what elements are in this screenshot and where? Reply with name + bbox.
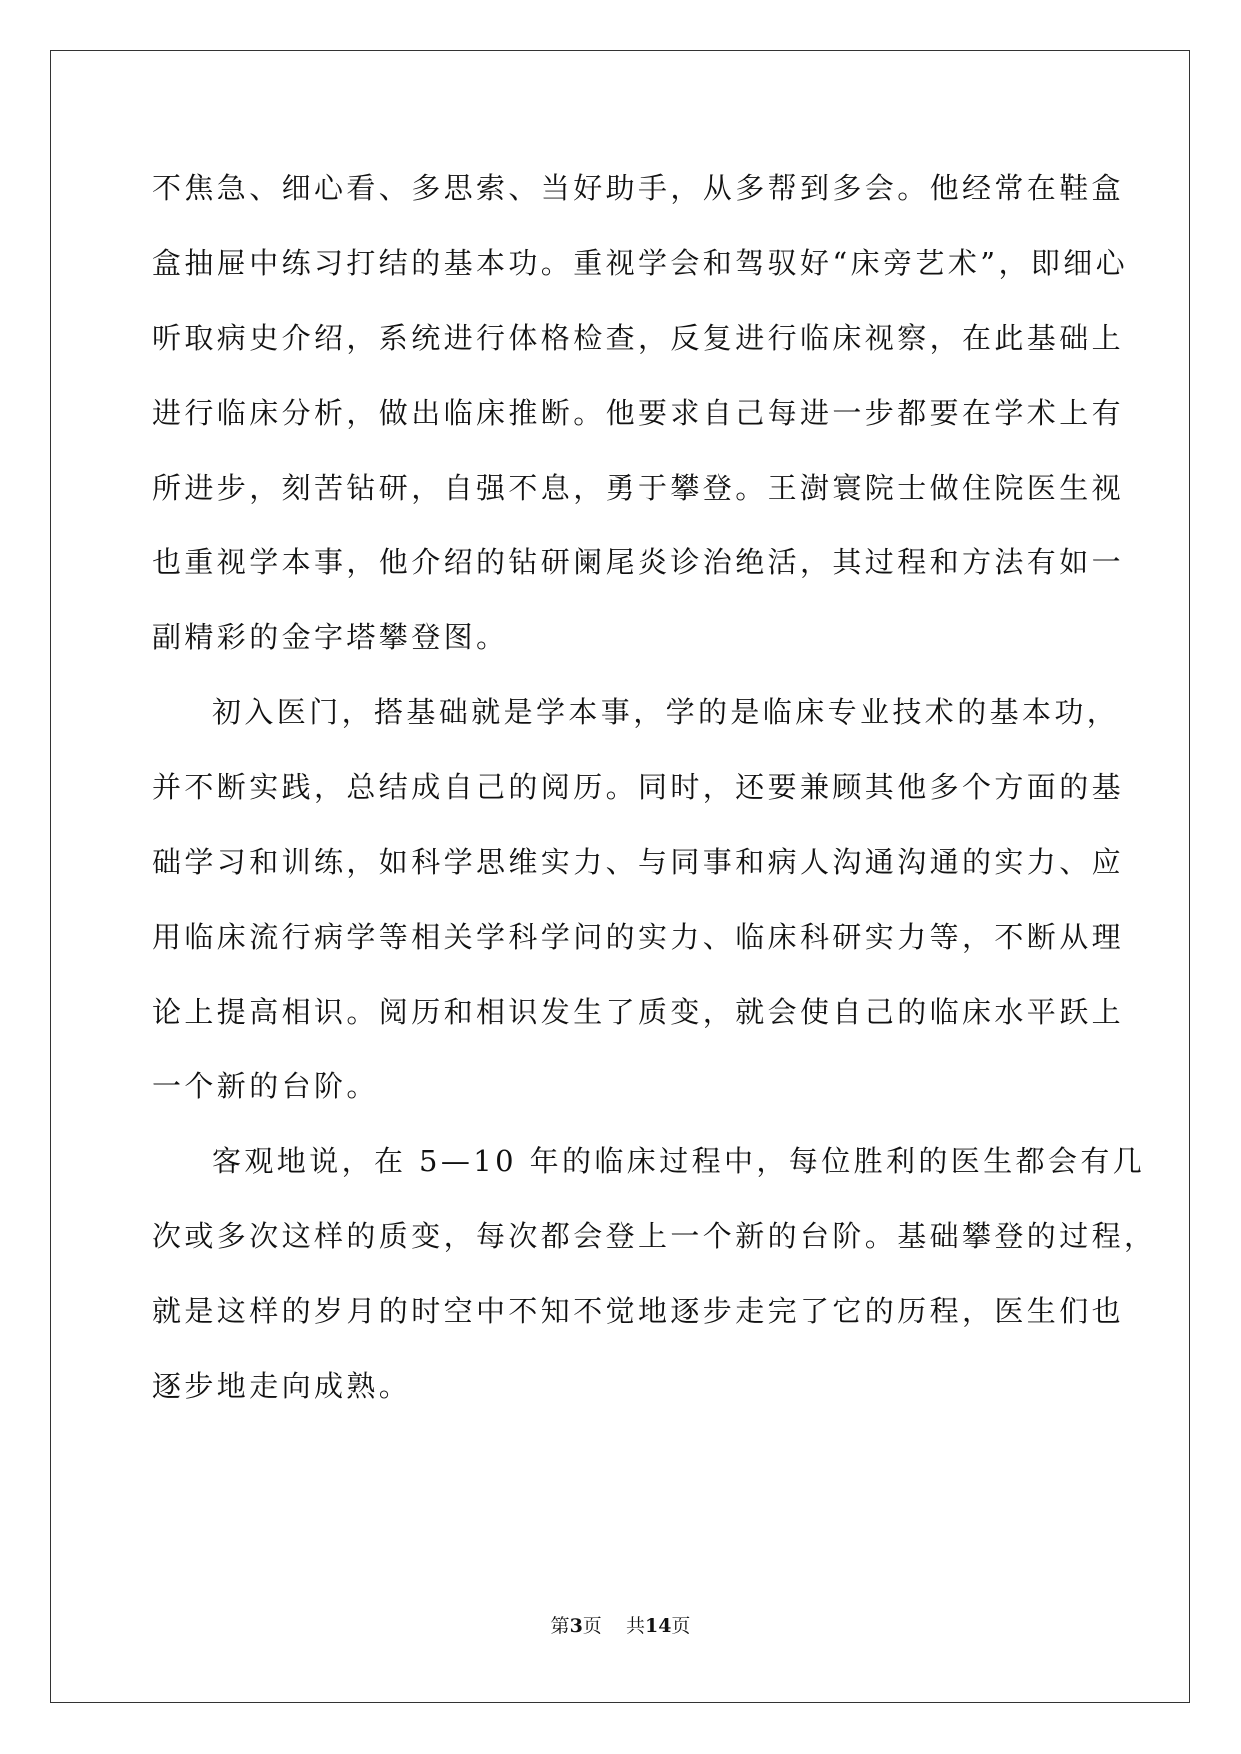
- text-line: 并不断实践，总结成自己的阅历。同时，还要兼顾其他多个方面的基: [152, 770, 1125, 804]
- text-line: 次或多次这样的质变，每次都会登上一个新的台阶。基础攀登的过程，: [152, 1219, 1157, 1253]
- text-line: 一个新的台阶。: [152, 1069, 379, 1103]
- footer-mid: 页 共: [582, 1615, 645, 1637]
- text-line: 所进步，刻苦钻研，自强不息，勇于攀登。王澍寰院士做住院医生视: [152, 471, 1125, 505]
- text-line: 盒抽屉中练习打结的基本功。重视学会和驾驭好“床旁艺术”，即细心: [152, 246, 1129, 280]
- footer-suffix: 页: [671, 1615, 691, 1637]
- text-line: 也重视学本事，他介绍的钻研阑尾炎诊治绝活，其过程和方法有如一: [152, 545, 1125, 579]
- text-line: 逐步地走向成熟。: [152, 1369, 412, 1403]
- text-line: 论上提高相识。阅历和相识发生了质变，就会使自己的临床水平跃上: [152, 995, 1125, 1029]
- paragraph-first-line: 客观地说，在 5—10 年的临床过程中，每位胜利的医生都会有几: [212, 1144, 1146, 1178]
- text-line: 进行临床分析，做出临床推断。他要求自己每进一步都要在学术上有: [152, 396, 1125, 430]
- text-line: 就是这样的岁月的时空中不知不觉地逐步走完了它的历程，医生们也: [152, 1294, 1125, 1328]
- text-line: 副精彩的金字塔攀登图。: [152, 620, 509, 654]
- text-line: 不焦急、细心看、多思索、当好助手，从多帮到多会。他经常在鞋盒: [152, 171, 1125, 205]
- page-footer: [0, 1614, 1241, 1638]
- footer-prefix: 第: [550, 1615, 570, 1637]
- paragraph-first-line: 初入医门，搭基础就是学本事，学的是临床专业技术的基本功，: [212, 695, 1120, 729]
- text-line: 础学习和训练，如科学思维实力、与同事和病人沟通沟通的实力、应: [152, 845, 1125, 879]
- total-pages: 14: [644, 1615, 672, 1637]
- page-number: 3: [569, 1615, 583, 1637]
- text-line: 听取病史介绍，系统进行体格检查，反复进行临床视察，在此基础上: [152, 321, 1125, 355]
- text-line: 用临床流行病学等相关学科学问的实力、临床科研实力等，不断从理: [152, 920, 1125, 954]
